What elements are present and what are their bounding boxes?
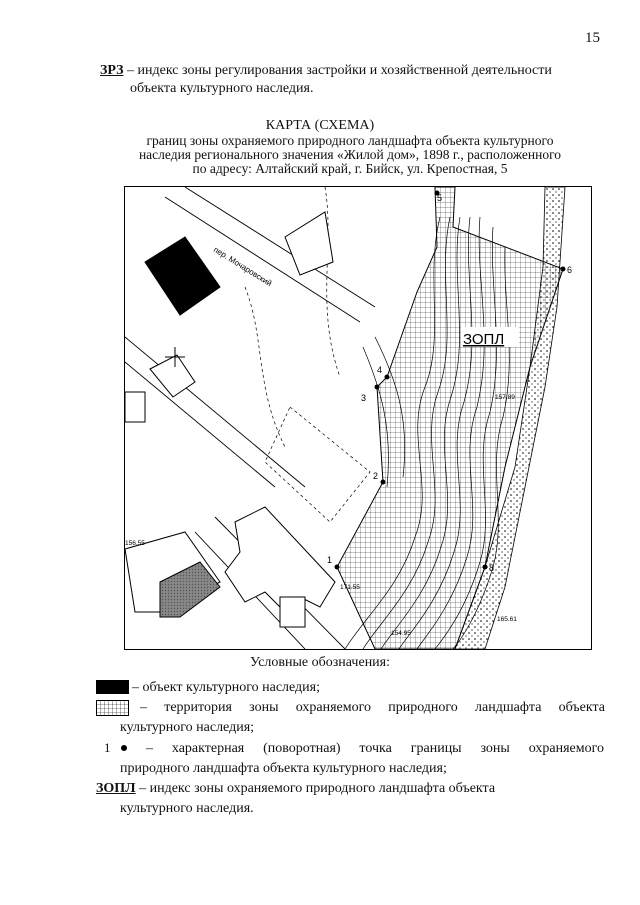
heritage-object-swatch (96, 680, 129, 694)
zopl-abbr: ЗОПЛ (96, 781, 136, 796)
legend-item-zopl-line1 (96, 779, 604, 798)
elevation-label: 156.55 (125, 540, 145, 547)
zopl-text: – индекс зоны охраняемого природного ландшафта объекта (135, 781, 496, 796)
point-3-marker (375, 385, 380, 390)
elevation-label: 171.55 (340, 584, 360, 591)
page-number: 15 (585, 30, 600, 46)
heritage-building (145, 237, 220, 315)
zrz-text-line1: – индекс зоны регулирования застройки и хозяйственной деятельности (123, 63, 552, 78)
map-subtitle-line3: по адресу: Алтайский край, г. Бийск, ул. Крепостная, 5 (192, 161, 508, 176)
point-3-label: 3 (361, 393, 367, 403)
elevation-label: 165.61 (497, 616, 517, 623)
point-2-marker (381, 480, 386, 485)
point-2-label: 2 (373, 471, 379, 481)
zone-territory-swatch (96, 700, 129, 716)
legend-item-heritage: – объект культурного наследия; (132, 680, 320, 695)
legend-title: Условные обозначения: (249, 655, 391, 670)
map-scheme (124, 186, 592, 650)
map-subtitle-line2: наследия регионального значения «Жилой дом», 1898 г., расположенного (138, 147, 562, 162)
map-title: КАРТА (СХЕМА) (265, 118, 375, 133)
map-drawing (125, 187, 591, 649)
point-number-sample: 1 (104, 740, 111, 755)
point-4-label: 4 (377, 365, 383, 375)
point-6-label: 6 (567, 265, 573, 275)
zrz-abbr: ЗРЗ (100, 63, 124, 78)
zone-label: ЗОПЛ (463, 331, 505, 348)
point-8-label: 8 (489, 563, 495, 573)
zrz-note (100, 62, 610, 98)
point-5-label: 5 (437, 193, 443, 203)
point-marker-sample (121, 745, 127, 751)
elevation-label: 157.89 (495, 394, 515, 401)
street-label: пер. Мочаровский (211, 245, 274, 289)
legend-item-zone-line1: – территория зоны охраняемого природного ландшафта объекта (140, 700, 605, 715)
elevation-label: 154.95 (391, 630, 411, 637)
point-8-marker (483, 565, 488, 570)
point-6-marker (561, 267, 566, 272)
point-1-label: 1 (327, 555, 333, 565)
point-4-marker (385, 375, 390, 380)
legend-item-zopl-line2: культурного наследия. (120, 801, 254, 816)
legend-item-zone-line2: культурного наследия; (120, 720, 255, 735)
point-1-marker (335, 565, 340, 570)
map-subtitle-line1: границ зоны охраняемого природного ландшафта объекта культурного (146, 133, 554, 148)
legend-item-point-line1: – характерная (поворотная) точка границы зоны охраняемого (146, 741, 604, 756)
legend-item-point-line2: природного ландшафта объекта культурного наследия; (120, 761, 447, 776)
zrz-text-line2: объекта культурного наследия. (130, 81, 314, 96)
